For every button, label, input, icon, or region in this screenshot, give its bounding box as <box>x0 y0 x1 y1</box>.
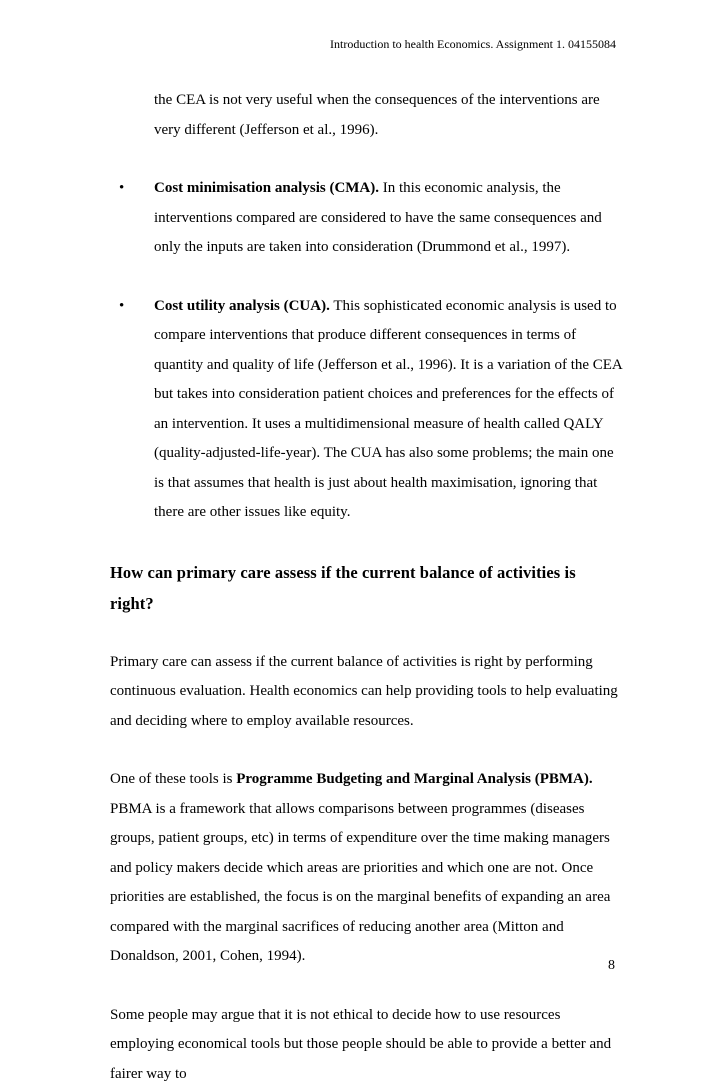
paragraph-pbma <box>110 765 622 972</box>
pbma-description: PBMA is a framework that allows comparisons between programmes (diseases groups, patient groups, etc) in terms of expenditure over the time making managers and policy makers decide which areas are priorities and which one are not. Once priorities are established, the focus is on the marginal benefits of expanding an area compared with the marginal sacrifices of reducing another area (Mitton and Donaldson, 2001, Cohen, 1994). <box>110 801 610 965</box>
spacer <box>110 528 622 557</box>
pbma-term: Programme Budgeting and Marginal Analysis (PBMA). <box>236 771 592 787</box>
spacer <box>110 145 622 174</box>
bullet-item-cua <box>110 292 622 528</box>
spacer <box>110 736 622 765</box>
bullet-description: This sophisticated economic analysis is used to compare interventions that produce different consequences in terms of quantity and quality of life (Jefferson et al., 1996). It is a variation of the CEA but takes into consideration patient choices and preferences for the effects of an intervention. It uses a multidimensional measure of health called QALY (quality-adjusted-life-year). The CUA has also some problems; the main one is that assumes that health is just about health maximisation, ignoring that there are other issues like equity. <box>154 298 622 521</box>
bullet-icon: • <box>119 292 124 322</box>
bullet-term: Cost utility analysis (CUA). <box>154 298 330 314</box>
page-number: 8 <box>608 958 615 974</box>
bullet-description: In this economic analysis, the interventions compared are considered to have the same consequences and only the inputs are taken into consideration (Drummond et al., 1997). <box>154 180 602 255</box>
spacer <box>110 619 622 648</box>
bullet-item-cma <box>110 174 622 263</box>
running-header: Introduction to health Economics. Assignment 1. 04155084 <box>0 36 616 52</box>
paragraph-evaluation: Primary care can assess if the current balance of activities is right by performing continuous evaluation. Health economics can help providing tools to help evaluating and deciding where to employ available resources. <box>110 648 622 737</box>
bullet-icon: • <box>119 174 124 204</box>
pbma-intro: One of these tools is <box>110 771 236 787</box>
spacer <box>110 263 622 292</box>
section-heading: How can primary care assess if the current balance of activities is right? <box>110 557 622 619</box>
bullet-text <box>154 174 622 263</box>
bullet-term: Cost minimisation analysis (CMA). <box>154 180 379 196</box>
continuation-paragraph: the CEA is not very useful when the consequences of the interventions are very different (Jefferson et al., 1996). <box>110 86 622 145</box>
page-body <box>110 86 622 1089</box>
spacer <box>110 972 622 1001</box>
paragraph-ethics: Some people may argue that it is not ethical to decide how to use resources employing economical tools but those people should be able to provide a better and fairer way to <box>110 1001 622 1089</box>
bullet-text <box>154 292 622 528</box>
